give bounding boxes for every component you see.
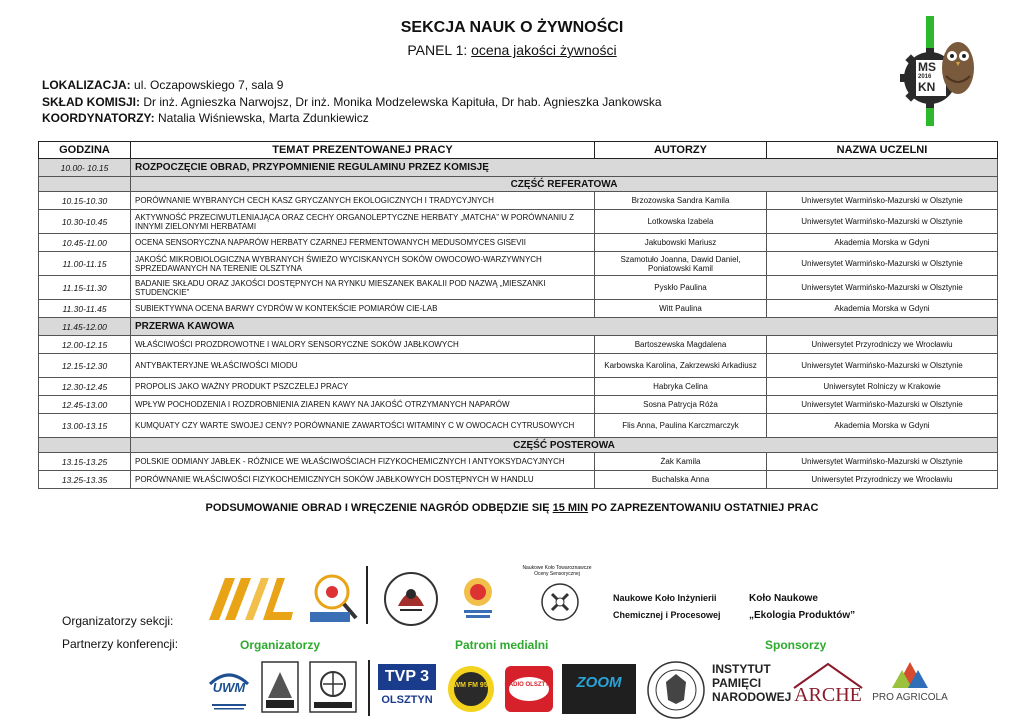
- pro-agricola-logo: [872, 660, 948, 716]
- row-authors: Karbowska Karolina, Zakrzewski Arkadiusz: [595, 354, 767, 378]
- summary-note: [0, 502, 1024, 514]
- row-authors: Sosna Patrycja Róża: [595, 396, 767, 414]
- table-row: [39, 300, 998, 318]
- divider-line-2: [368, 660, 370, 716]
- committee-label: SKŁAD KOMISJI:: [42, 95, 141, 109]
- row-topic: ANTYBAKTERYJNE WŁAŚCIWOŚCI MIODU: [131, 354, 595, 378]
- row-university: Akademia Morska w Gdyni: [767, 234, 998, 252]
- row-time: 12.30-12.45: [39, 378, 131, 396]
- row-topic: JAKOŚĆ MIKROBIOLOGICZNA WYBRANYCH ŚWIEŻO WYCISKANYCH SOKÓW OWOCOWO-WARZYWNYCH SPRZEDAWANYCH NA TERENIE OLSZTYNA: [131, 252, 595, 276]
- row-university: Uniwersytet Warmińsko-Mazurski w Olsztynie: [767, 192, 998, 210]
- row-time: 10.15-10.30: [39, 192, 131, 210]
- radio-olsztyn-text: RADIO OLSZTYN: [504, 682, 554, 688]
- knic-text: [613, 590, 721, 624]
- row-text: PRZERWA KAWOWA: [131, 318, 998, 336]
- logo-ms: MS: [918, 60, 936, 74]
- row-time: 10.45-11.00: [39, 234, 131, 252]
- row-university: Uniwersytet Warmińsko-Mazurski w Olsztynie: [767, 354, 998, 378]
- section-title: CZĘŚĆ REFERATOWA: [131, 177, 998, 192]
- historian-club-logo: [260, 660, 300, 714]
- table-row: [39, 414, 998, 438]
- table-row: [39, 210, 998, 234]
- summary-before: PODSUMOWANIE OBRAD I WRĘCZENIE NAGRÓD ODBĘDZIE SIĘ: [205, 502, 553, 514]
- knic-line1: Naukowe Koło Inżynierii: [613, 593, 717, 603]
- ipn-emblem: [644, 660, 708, 720]
- location-value: ul. Oczapowskiego 7, sala 9: [134, 78, 284, 92]
- table-row: [39, 276, 998, 300]
- row-time: 13.25-13.35: [39, 471, 131, 489]
- row-authors: Lotkowska Izabela: [595, 210, 767, 234]
- row-topic: KUMQUATY CZY WARTE SWOJEJ CENY? PORÓWNANIE ZAWARTOŚCI WITAMINY C W OWOCACH CYTRUSOWYCH: [131, 414, 595, 438]
- row-topic: POLSKIE ODMIANY JABŁEK - RÓŻNICE WE WŁAŚCIWOŚCIACH FIZYKOCHEMICZNYCH I ANTYOKSYDACYJNYCH: [131, 453, 595, 471]
- section-referatowa: [39, 177, 998, 192]
- row-university: Akademia Morska w Gdyni: [767, 300, 998, 318]
- organizers-label: Organizatorzy sekcji:: [62, 614, 174, 628]
- arche-logo: [790, 660, 866, 714]
- row-time: 13.15-13.25: [39, 453, 131, 471]
- panel-name: ocena jakości żywności: [471, 42, 617, 58]
- row-topic: AKTYWNOŚĆ PRZECIWUTLENIAJĄCA ORAZ CECHY ORGANOLEPTYCZNE HERBATY „MATCHA” W PORÓWNANIU Z INNYMI ZIELONYMI HERBATAMI: [131, 210, 595, 234]
- row-time: 10.00- 10.15: [39, 159, 131, 177]
- science-club-logo: [302, 566, 362, 626]
- row-authors: Witt Paulina: [595, 300, 767, 318]
- mskn-logo: [898, 16, 978, 126]
- uwm-fm-text: UWM FM 95.9: [448, 682, 494, 689]
- section-spacer: [39, 177, 131, 192]
- opening-row: [39, 159, 998, 177]
- section-posterowa: [39, 438, 998, 453]
- coordinators-line: [42, 111, 369, 125]
- table-row: [39, 252, 998, 276]
- ekologia-line2: „Ekologia Produktów”: [749, 610, 856, 621]
- partners-label: Partnerzy konferencji:: [62, 637, 179, 651]
- sensory-club-caption: Naukowe Koło Towaroznawcze Oceny Sensorycznej: [522, 565, 592, 577]
- food-club-logo: [382, 570, 440, 628]
- row-authors: Żak Kamila: [595, 453, 767, 471]
- row-text: ROZPOCZĘCIE OBRAD, PRZYPOMNIENIE REGULAMINU PRZEZ KOMISJĘ: [131, 159, 998, 177]
- row-authors: Pyskło Paulina: [595, 276, 767, 300]
- logo-year: 2016: [918, 74, 932, 80]
- location-line: [42, 78, 283, 92]
- row-university: Uniwersytet Przyrodniczy we Wrocławiu: [767, 336, 998, 354]
- table-row: [39, 192, 998, 210]
- row-authors: Brzozowska Sandra Kamila: [595, 192, 767, 210]
- section-spacer: [39, 438, 131, 453]
- page-title: SEKCJA NAUK O ŻYWNOŚCI: [400, 19, 624, 36]
- row-topic: OCENA SENSORYCZNA NAPARÓW HERBATY CZARNEJ FERMENTOWANYCH MEDUSOMYCES GISEVII: [131, 234, 595, 252]
- row-time: 10.30-10.45: [39, 210, 131, 234]
- row-time: 12.00-12.15: [39, 336, 131, 354]
- location-label: LOKALIZACJA:: [42, 78, 131, 92]
- break-row: [39, 318, 998, 336]
- row-authors: Jakubowski Mariusz: [595, 234, 767, 252]
- table-row: [39, 453, 998, 471]
- header-university: NAZWA UCZELNI: [767, 142, 998, 159]
- table-row: [39, 471, 998, 489]
- zoom-logo: [562, 664, 636, 714]
- row-authors: Szamotuło Joanna, Dawid Daniel, Poniatowski Kamil: [595, 252, 767, 276]
- ekologia-line1: Koło Naukowe: [749, 593, 818, 604]
- summary-after: PO ZAPREZENTOWANIU OSTATNIEJ PRAC: [588, 502, 819, 514]
- pro-agricola-text: PRO AGRICOLA: [872, 692, 948, 703]
- table-row: [39, 378, 998, 396]
- row-authors: Habryka Celina: [595, 378, 767, 396]
- ipn-line1: INSTYTUT: [712, 662, 771, 676]
- radio-olsztyn-logo: [503, 664, 555, 714]
- coordinators-label: KOORDYNATORZY:: [42, 111, 155, 125]
- row-university: Uniwersytet Przyrodniczy we Wrocławiu: [767, 471, 998, 489]
- row-university: Akademia Morska w Gdyni: [767, 414, 998, 438]
- table-row: [39, 336, 998, 354]
- ipn-line3: NARODOWEJ: [712, 690, 792, 704]
- committee-line: [42, 95, 662, 109]
- ipn-text: [712, 662, 791, 704]
- section-title: CZĘŚĆ POSTEROWA: [131, 438, 998, 453]
- ekologia-text: [749, 590, 855, 624]
- committee-value: Dr inż. Agnieszka Narwojsz, Dr inż. Monika Modzelewska Kapituła, Dr hab. Agnieszka Jankowska: [143, 95, 662, 109]
- header-time: GODZINA: [39, 142, 131, 159]
- arche-logo-text: ARCHE: [794, 684, 862, 706]
- row-authors: Bartoszewska Magdalena: [595, 336, 767, 354]
- tvp3-city: OLSZTYN: [381, 694, 433, 706]
- organizatorzy-label: Organizatorzy: [240, 638, 321, 652]
- summary-highlight: 15 MIN: [552, 502, 589, 514]
- row-university: Uniwersytet Warmińsko-Mazurski w Olsztynie: [767, 276, 998, 300]
- uwm-logo-text: UWM: [212, 680, 246, 695]
- row-topic: WPŁYW POCHODZENIA I ROZDROBNIENIA ZIAREN KAWY NA JAKOŚĆ OTRZYMANYCH NAPARÓW: [131, 396, 595, 414]
- uwm-logo: [206, 664, 252, 714]
- tvp3-logo-box: TVP 3: [378, 664, 436, 690]
- row-time: 11.00-11.15: [39, 252, 131, 276]
- row-time: 12.15-12.30: [39, 354, 131, 378]
- panel-subtitle: [0, 42, 1024, 58]
- coordinators-value: Natalia Wiśniewska, Marta Zdunkiewicz: [158, 111, 369, 125]
- table-row: [39, 396, 998, 414]
- header-authors: AUTORZY: [595, 142, 767, 159]
- row-time: 11.45-12.00: [39, 318, 131, 336]
- row-university: Uniwersytet Warmińsko-Mazurski w Olsztynie: [767, 210, 998, 234]
- row-topic: PROPOLIS JAKO WAŻNY PRODUKT PSZCZELEJ PRACY: [131, 378, 595, 396]
- row-time: 11.15-11.30: [39, 276, 131, 300]
- logo-kn: KN: [918, 80, 936, 94]
- table-header-row: [39, 142, 998, 159]
- row-topic: BADANIE SKŁADU ORAZ JAKOŚCI DOSTĘPNYCH NA RYNKU MIESZANEK BAKALII POD NAZWĄ „MIESZANKI STUDENCKIE”: [131, 276, 595, 300]
- row-university: Uniwersytet Warmińsko-Mazurski w Olsztynie: [767, 396, 998, 414]
- sponsorzy-label: Sponsorzy: [765, 638, 827, 652]
- header-topic: TEMAT PREZENTOWANEJ PRACY: [131, 142, 595, 159]
- row-university: Uniwersytet Rolniczy w Krakowie: [767, 378, 998, 396]
- patroni-label: Patroni medialni: [455, 638, 549, 652]
- zoom-logo-text: ZOOM: [576, 674, 622, 691]
- row-topic: SUBIEKTYWNA OCENA BARWY CYDRÓW W KONTEKŚCIE POMIARÓW CIE-LAB: [131, 300, 595, 318]
- wnz-logo: [207, 570, 297, 625]
- row-authors: Flis Anna, Paulina Karczmarczyk: [595, 414, 767, 438]
- tvp3-logo: [378, 664, 438, 714]
- row-topic: PORÓWNANIE WYBRANYCH CECH KASZ GRYCZANYCH EKOLOGICZNYCH I TRADYCYJNYCH: [131, 192, 595, 210]
- tourism-club-logo: [308, 660, 358, 714]
- knic-line2: Chemicznej i Procesowej: [613, 610, 721, 620]
- row-time: 12.45-13.00: [39, 396, 131, 414]
- table-row: [39, 234, 998, 252]
- row-authors: Buchalska Anna: [595, 471, 767, 489]
- panel-prefix: PANEL 1:: [407, 42, 468, 58]
- program-table: [38, 141, 998, 489]
- row-university: Uniwersytet Warmińsko-Mazurski w Olsztynie: [767, 252, 998, 276]
- table-row: [39, 354, 998, 378]
- uwm-fm-logo: [446, 664, 496, 714]
- row-topic: WŁAŚCIWOŚCI PROZDROWOTNE I WALORY SENSORYCZNE SOKÓW JABŁKOWYCH: [131, 336, 595, 354]
- sensory-club-logo: [540, 580, 580, 624]
- ipn-line2: PAMIĘCI: [712, 676, 762, 690]
- row-time: 11.30-11.45: [39, 300, 131, 318]
- row-topic: PORÓWNANIE WŁAŚCIWOŚCI FIZYKOCHEMICZNYCH SOKÓW JABŁKOWYCH DOSTĘPNYCH W HANDLU: [131, 471, 595, 489]
- row-time: 13.00-13.15: [39, 414, 131, 438]
- quality-club-logo: [458, 574, 498, 622]
- row-university: Uniwersytet Warmińsko-Mazurski w Olsztynie: [767, 453, 998, 471]
- divider-line: [366, 566, 368, 624]
